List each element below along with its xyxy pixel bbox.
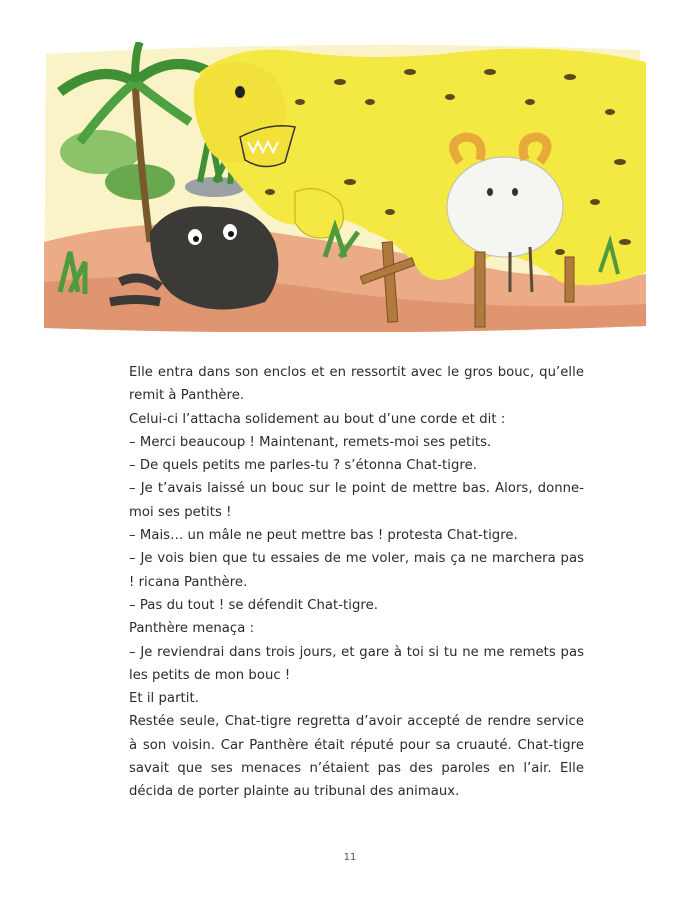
paragraph: – Je reviendrai dans trois jours, et gare à toi si tu ne me remets pas les petits de mon bouc ! bbox=[129, 644, 584, 683]
paragraph: – Merci beaucoup ! Maintenant, remets-moi ses petits. bbox=[129, 434, 492, 450]
story-illustration bbox=[40, 42, 648, 332]
paragraph: Panthère menaça : bbox=[129, 621, 255, 637]
paragraph: Restée seule, Chat-tigre regretta d’avoir accepté de rendre service à son voisin. Car Panthère était réputé pour sa cruauté. Chat-tigre savait que ses menaces n’étaient pas des paroles en l’air. Elle décida de porter plainte au tribunal des animaux. bbox=[129, 714, 584, 800]
paragraph: – Mais… un mâle ne peut mettre bas ! protesta Chat-tigre. bbox=[129, 528, 518, 544]
panther-goat-cat-illustration bbox=[40, 42, 648, 332]
paragraph: – Je t’avais laissé un bouc sur le point de mettre bas. Alors, donne-moi ses petits ! bbox=[129, 481, 584, 520]
paragraph: – Je vois bien que tu essaies de me voler, mais ça ne marchera pas ! ricana Panthère. bbox=[129, 551, 584, 590]
paragraph: – De quels petits me parles-tu ? s’étonna Chat-tigre. bbox=[129, 458, 477, 474]
page-number: 11 bbox=[343, 852, 357, 863]
paragraph: Celui-ci l’attacha solidement au bout d’une corde et dit : bbox=[129, 411, 506, 427]
paragraph: – Pas du tout ! se défendit Chat-tigre. bbox=[129, 597, 378, 613]
story-text bbox=[129, 361, 584, 804]
paragraph: Et il partit. bbox=[129, 691, 199, 707]
paragraph: Elle entra dans son enclos et en ressortit avec le gros bouc, qu’elle remit à Panthère. bbox=[129, 365, 584, 404]
